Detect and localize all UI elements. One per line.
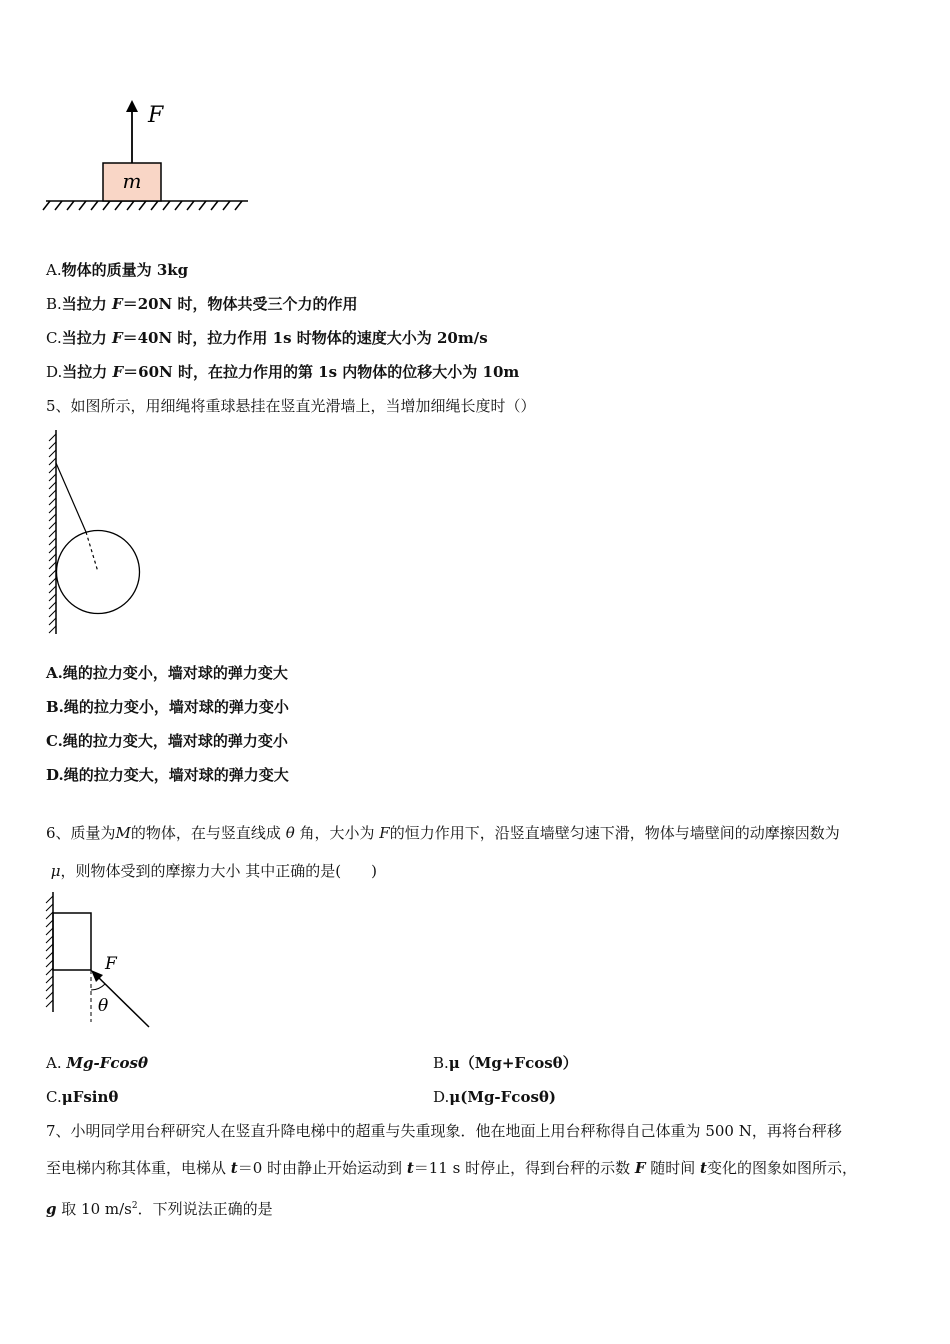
q5-option-d: D.绳的拉力变大，墙对球的弹力变大 [46, 766, 289, 784]
q7-line2: 至电梯内称其体重，电梯从 t＝0 时由静止开始运动到 t＝11 s 时停止，得到台秤的示数 F 随时间 t变化的图象如图所示， [46, 1159, 857, 1177]
q4-option-b: B.当拉力 F＝20N 时，物体共受三个力的作用 [46, 295, 358, 313]
force-label: F [105, 954, 117, 974]
q6-option-a: A. Mg-Fcosθ [46, 1054, 148, 1072]
mass-label: m [122, 169, 142, 193]
wall-hatch [49, 434, 56, 633]
ground-hatch [43, 201, 248, 210]
rope-dashed-extension [86, 532, 98, 572]
q6-option-b: B.μ（Mg+Fcosθ） [433, 1054, 578, 1072]
force-arrowhead [126, 100, 138, 112]
angle-label: θ [98, 996, 109, 1016]
q5-option-a: A.绳的拉力变小，墙对球的弹力变大 [46, 664, 288, 682]
angle-arc [91, 984, 105, 990]
q7-line3: g 取 10 $m/s^2$．下列说法正确的是 [46, 1200, 273, 1218]
block-force-diagram [40, 95, 260, 220]
force-label: F [148, 103, 164, 128]
wall-block-force-diagram [40, 890, 160, 1032]
hanging-ball-diagram [40, 428, 150, 638]
q5-stem: 5、如图所示，用细绳将重球悬挂在竖直光滑墙上，当增加细绳长度时（） [46, 397, 536, 415]
q4-option-d: D.当拉力 F＝60N 时，在拉力作用的第 1s 内物体的位移大小为 10m [46, 363, 520, 381]
q6-stem-line2: μ，则物体受到的摩擦力大小 其中正确的是( ) [50, 862, 378, 880]
block [53, 913, 91, 970]
q6-option-d: D.μ(Mg-Fcosθ) [433, 1088, 556, 1106]
q6-option-c: C.μFsinθ [46, 1088, 119, 1106]
q4-option-a: A.物体的质量为 3kg [46, 261, 189, 279]
rope [56, 463, 86, 532]
q5-option-c: C.绳的拉力变大，墙对球的弹力变小 [46, 732, 288, 750]
q5-option-b: B.绳的拉力变小，墙对球的弹力变小 [46, 698, 289, 716]
q7-line1: 7、小明同学用台秤研究人在竖直升降电梯中的超重与失重现象．他在地面上用台秤称得自己体重为 500 N，再将台秤移 [46, 1122, 842, 1140]
q4-option-c: C.当拉力 F＝40N 时，拉力作用 1s 时物体的速度大小为 20m/s [46, 329, 488, 347]
q6-stem-line1: 6、质量为M的物体，在与竖直线成 θ 角，大小为 F的恒力作用下，沿竖直墙壁匀速下滑，物体与墙壁间的动摩擦因数为 [46, 824, 840, 842]
wall-hatch [46, 896, 53, 1007]
